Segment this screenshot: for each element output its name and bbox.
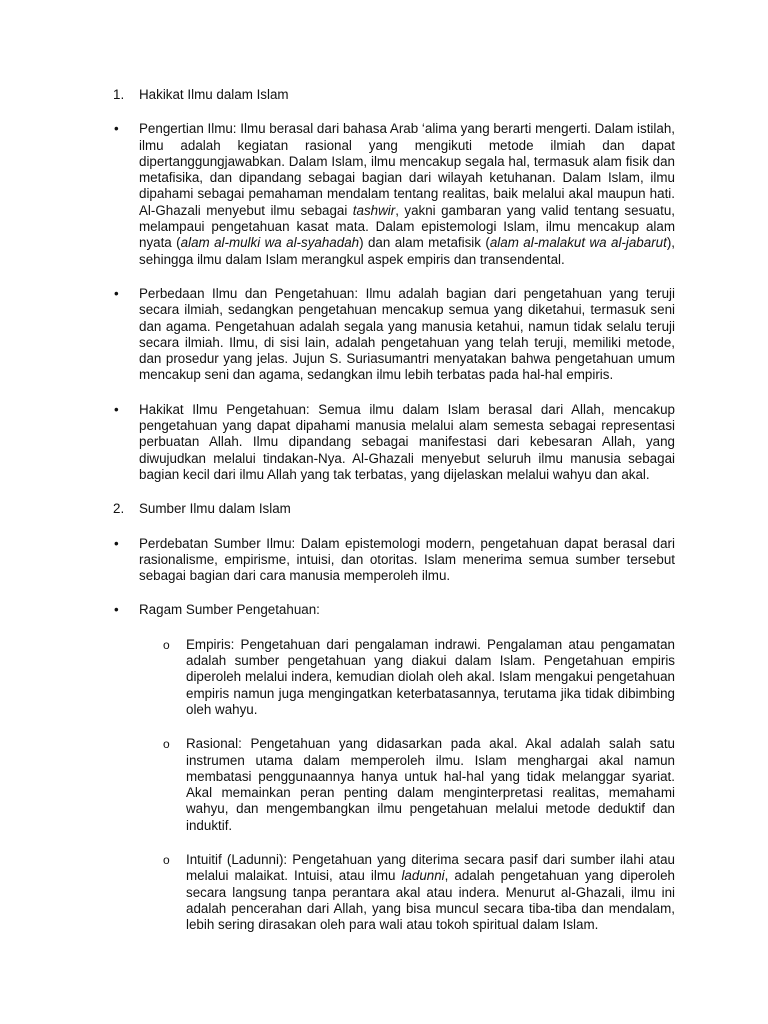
sub-list-item xyxy=(163,851,675,933)
paragraph-text: , yakni gambaran yang valid tentang sesuatu, melampaui pengetahuan kasat mata. Dalam epistemologi Islam, ilmu mencakup alam nyata ( xyxy=(139,202,675,251)
paragraph-text: Perbedaan Ilmu dan Pengetahuan: Ilmu adalah bagian dari pengetahuan yang teruji secara ilmiah, sedangkan pengetahuan mencakup semua yang diketahui, termasuk seni dan agama. Pengetahuan adalah segala yang manusia ketahui, namun tidak selalu teruji secara ilmiah. Ilmu, di sisi lain, adalah pengetahuan yang telah teruji, memiliki metode, dan prosedur yang jelas. Jujun S. Suriasumantri menyatakan bahwa pengetahuan umum mencakup seni dan agama, sedangkan ilmu lebih terbatas pada hal-hal empiris. xyxy=(139,285,675,383)
sub-bullet-marker: o xyxy=(163,737,170,752)
bullet-marker: • xyxy=(114,401,119,417)
section-title: Hakikat Ilmu dalam Islam xyxy=(139,87,289,102)
section-title: Sumber Ilmu dalam Islam xyxy=(139,501,291,517)
paragraph-text: Empiris: Pengetahuan dari pengalaman indrawi. Pengalaman atau pengamatan adalah sumber pengetahuan yang diakui dalam Islam. Pengetahuan empiris diperoleh melalui indera, kemudian diolah oleh akal. Islam mengakui pengetahuan empiris namun juga mengingatkan keterbatasannya, terutama jika tidak dibimbing oleh wahyu. xyxy=(186,636,675,717)
bullet-marker: • xyxy=(114,602,119,618)
italic-term: tashwir xyxy=(352,202,396,218)
paragraph-text: Ragam Sumber Pengetahuan: xyxy=(139,602,320,618)
paragraph-text: Rasional: Pengetahuan yang didasarkan pada akal. Akal adalah salah satu instrumen utama dalam memperoleh ilmu. Islam menghargai akal namun membatasi penggunaannya hanya untuk hal-hal yang tidak melanggar syariat. Akal memainkan peran penting dalam menginterpretasi realitas, memahami wahyu, dan mengembangkan ilmu pengetahuan melalui metode deduktif dan induktif. xyxy=(186,736,675,833)
bullet-paragraph xyxy=(114,535,675,585)
paragraph-text: Pengertian Ilmu: Ilmu berasal dari bahasa Arab ‘alima yang berarti mengerti. Dalam istilah, ilmu adalah kegiatan rasional yang mengikuti metode ilmiah dan dapat dipertanggungjawabkan. Dalam Islam, ilmu mencakup segala hal, termasuk alam fisik dan metafisika, dan dipandang sebagai bagian dari wilayah ketuhanan. Dalam Islam, ilmu dipahami sebagai pemahaman mendalam tentang realitas, baik melalui akal maupun hati. Al-Ghazali menyebut ilmu sebagai xyxy=(139,121,675,218)
paragraph-text: , adalah pengetahuan yang diperoleh secara langsung tanpa perantara akal atau indera. Menurut al-Ghazali, ilmu ini adalah pencerahan dari Allah, yang bisa muncul secara tiba-tiba dan mendalam, lebih sering dirasakan oleh para wali atau tokoh spiritual dalam Islam. xyxy=(186,868,675,933)
paragraph-text: Hakikat Ilmu Pengetahuan: Semua ilmu dalam Islam berasal dari Allah, mencakup pengetahuan yang dapat dipahami manusia melalui alam semesta sebagai representasi perbuatan Allah. Ilmu dipandang sebagai manifestasi dari kebesaran Allah, yang diwujudkan melalui tindakan-Nya. Al-Ghazali menyebut seluruh ilmu manusia sebagai bagian kecil dari ilmu Allah yang tak terbatas, yang dijelaskan melalui wahyu dan akal. xyxy=(139,401,675,482)
bullet-marker: • xyxy=(114,535,119,551)
paragraph-text: Intuitif (Ladunni): Pengetahuan yang diterima secara pasif dari sumber ilahi atau melalui malaikat. Intuisi, atau ilmu xyxy=(186,851,675,884)
italic-term: alam al-mulki wa al-syahadah xyxy=(180,235,360,251)
section-heading xyxy=(113,501,675,517)
paragraph-text: ), sehingga ilmu dalam Islam merangkul aspek empiris dan transendental. xyxy=(139,235,676,267)
list-number: 2. xyxy=(113,501,125,517)
italic-term: ladunni xyxy=(401,868,445,884)
sub-bullet-marker: o xyxy=(163,637,170,652)
paragraph-text: ) dan alam metafisik ( xyxy=(359,235,490,251)
list-number: 1. xyxy=(113,87,125,102)
italic-term: alam al-malakut wa al-jabarut xyxy=(489,235,667,251)
bullet-paragraph xyxy=(114,602,675,618)
section-heading xyxy=(113,87,675,103)
bullet-marker: • xyxy=(114,285,119,301)
bullet-paragraph xyxy=(114,121,676,268)
paragraph-text: Perdebatan Sumber Ilmu: Dalam epistemologi modern, pengetahuan dapat berasal dari rasionalisme, empirisme, intuisi, dan otoritas. Islam menerima semua sumber tersebut sebagai bagian dari cara manusia memperoleh ilmu. xyxy=(139,535,675,584)
bullet-marker: • xyxy=(114,121,119,137)
sub-bullet-marker: o xyxy=(163,852,170,867)
bullet-paragraph xyxy=(114,285,675,384)
sub-list-item xyxy=(163,736,675,834)
bullet-paragraph xyxy=(114,401,675,483)
sub-list-item xyxy=(163,636,675,718)
